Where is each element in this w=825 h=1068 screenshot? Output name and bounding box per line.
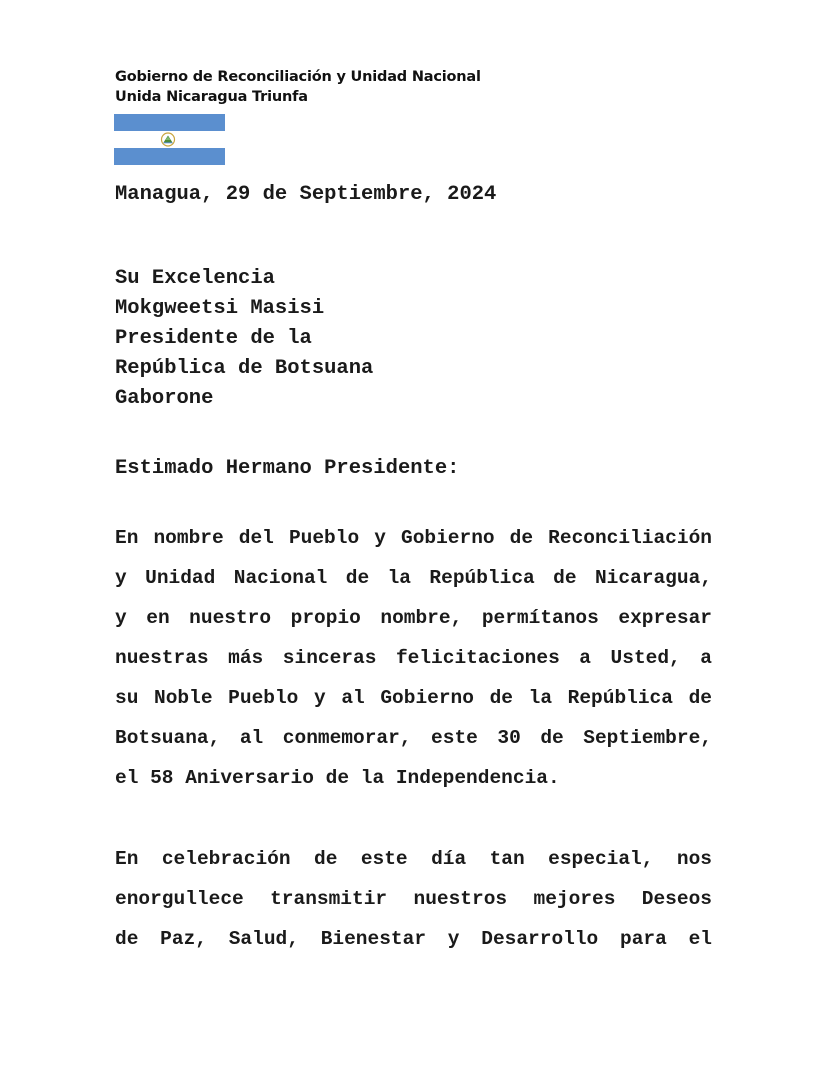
recipient-country: República de Botsuana (115, 357, 374, 380)
recipient-honorific: Su Excelencia (115, 267, 275, 290)
nicaragua-flag-icon (114, 114, 225, 165)
paragraph-line: En nombre del Pueblo y Gobierno de Reconciliación (115, 527, 712, 549)
flag-middle-stripe (114, 131, 225, 148)
body-paragraph-2 (115, 839, 712, 959)
paragraph-line: nuestras más sinceras felicitaciones a Usted, a (115, 647, 712, 669)
paragraph-line: y Unidad Nacional de la República de Nicaragua, (115, 567, 712, 589)
recipient-name: Mokgweetsi Masisi (115, 297, 325, 320)
paragraph-line: En celebración de este día tan especial, nos (115, 848, 712, 870)
recipient-address (115, 264, 373, 414)
paragraph-line: su Noble Pueblo y al Gobierno de la República de (115, 687, 712, 709)
letterhead-slogan: Unida Nicaragua Triunfa (115, 89, 308, 105)
salutation: Estimado Hermano Presidente: (115, 457, 460, 480)
letterhead (115, 67, 481, 107)
body-paragraph-1 (115, 518, 712, 798)
paragraph-line: de Paz, Salud, Bienestar y Desarrollo para el (115, 928, 712, 950)
paragraph-line: Botsuana, al conmemorar, este 30 de Septiembre, (115, 727, 712, 749)
paragraph-line: y en nuestro propio nombre, permítanos expresar (115, 607, 712, 629)
paragraph-line: enorgullece transmitir nuestros mejores Deseos (115, 888, 712, 910)
letterhead-government-name: Gobierno de Reconciliación y Unidad Nacional (115, 69, 481, 85)
flag-top-stripe (114, 114, 225, 131)
recipient-title: Presidente de la (115, 327, 312, 350)
recipient-city: Gaborone (115, 387, 214, 410)
coat-of-arms-icon (160, 132, 176, 147)
paragraph-line: el 58 Aniversario de la Independencia. (115, 767, 560, 789)
flag-bottom-stripe (114, 148, 225, 165)
letter-date: Managua, 29 de Septiembre, 2024 (115, 183, 497, 206)
